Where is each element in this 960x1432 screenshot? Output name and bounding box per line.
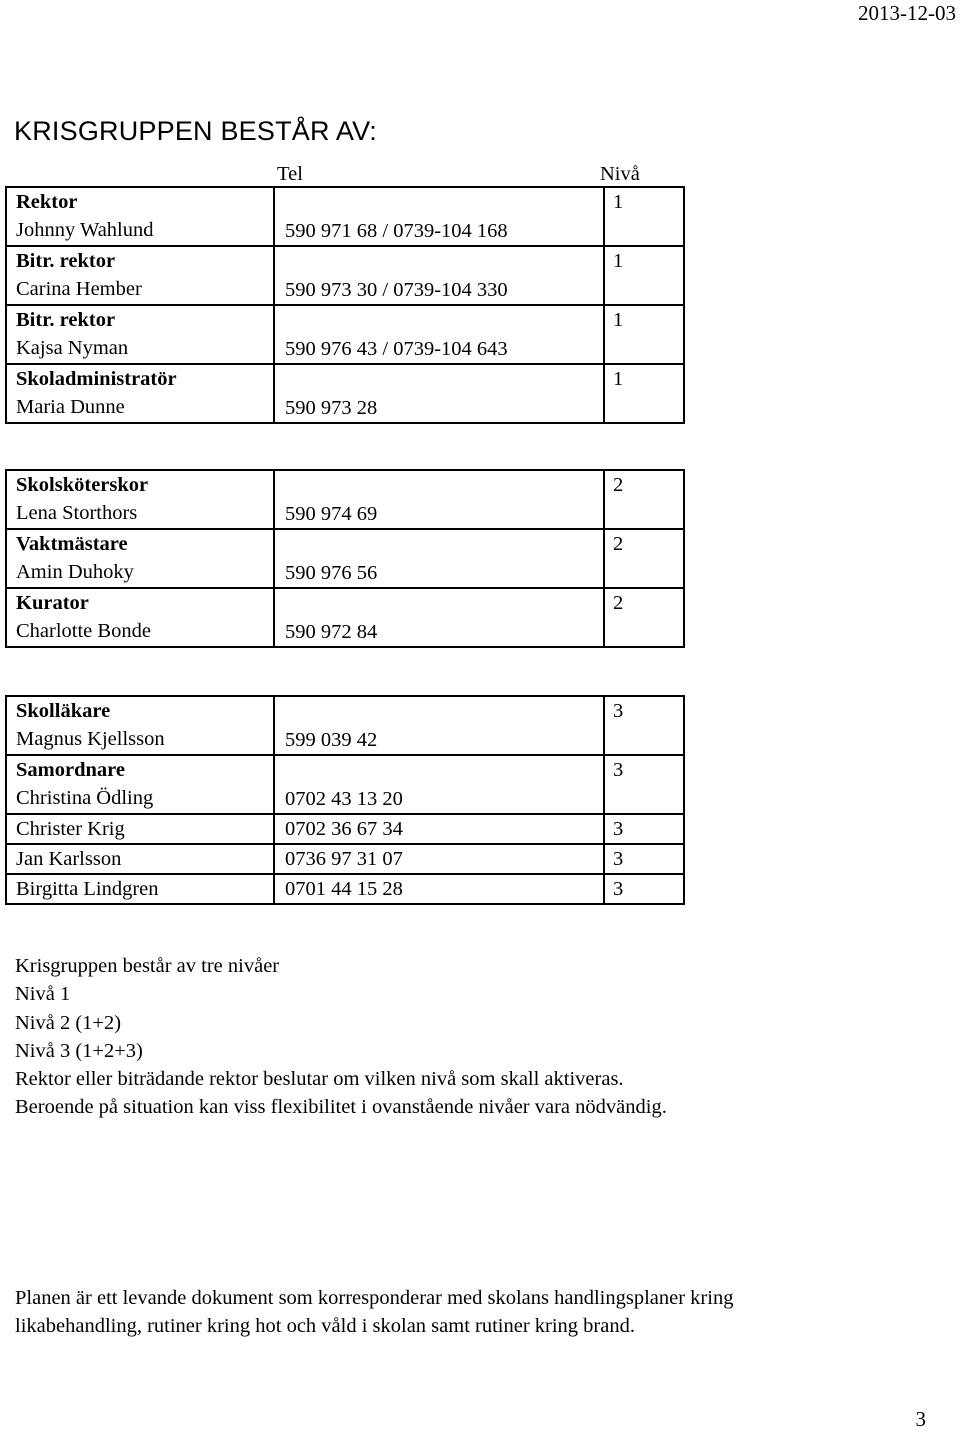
paragraph-line: Beroende på situation kan viss flexibilitet i ovanstående nivåer vara nödvändig. bbox=[15, 1096, 667, 1119]
contact-name: Johnny Wahlund bbox=[16, 219, 154, 241]
contact-role: Samordnare bbox=[16, 759, 125, 781]
table-row bbox=[6, 529, 684, 588]
table-row bbox=[6, 470, 684, 529]
paragraph-line: Rektor eller biträdande rektor beslutar om vilken nivå som skall aktiveras. bbox=[15, 1068, 624, 1091]
table-row bbox=[6, 187, 684, 246]
contact-cell bbox=[6, 364, 274, 423]
contact-level: 1 bbox=[604, 246, 684, 305]
contact-level: 1 bbox=[604, 305, 684, 364]
contact-name: Magnus Kjellsson bbox=[16, 728, 165, 750]
contact-phone: 0736 97 31 07 bbox=[274, 844, 604, 874]
paragraph-line: Krisgruppen består av tre nivåer bbox=[15, 955, 280, 977]
contact-level: 2 bbox=[604, 470, 684, 529]
page-date: 2013-12-03 bbox=[858, 1, 956, 25]
paragraph-line: likabehandling, rutiner kring hot och våld i skolan samt rutiner kring brand. bbox=[15, 1315, 635, 1338]
contact-name: Christina Ödling bbox=[16, 787, 154, 809]
table-row bbox=[6, 696, 684, 755]
contact-phone: 590 971 68 / 0739-104 168 bbox=[274, 187, 604, 246]
table-row bbox=[6, 246, 684, 305]
paragraph-line: Nivå 3 (1+2+3) bbox=[15, 1039, 143, 1062]
contact-phone: 590 976 56 bbox=[274, 529, 604, 588]
contact-level: 2 bbox=[604, 529, 684, 588]
contact-phone: 0702 36 67 34 bbox=[274, 814, 604, 844]
contact-name: Carina Hember bbox=[16, 278, 142, 300]
closing-paragraph bbox=[15, 1284, 733, 1341]
contact-role: Bitr. rektor bbox=[16, 250, 116, 272]
contact-level: 3 bbox=[604, 696, 684, 755]
contact-level: 1 bbox=[604, 364, 684, 423]
contact-phone: 0702 43 13 20 bbox=[274, 755, 604, 814]
contact-level: 3 bbox=[604, 814, 684, 844]
contact-table-level-2 bbox=[5, 469, 685, 648]
table-row bbox=[6, 755, 684, 814]
contact-level: 3 bbox=[604, 844, 684, 874]
contact-name: Jan Karlsson bbox=[6, 844, 274, 874]
contact-name: Kajsa Nyman bbox=[16, 337, 129, 359]
contact-table-level-3 bbox=[5, 695, 685, 905]
contact-cell bbox=[6, 470, 274, 529]
contact-phone: 599 039 42 bbox=[274, 696, 604, 755]
contact-role: Bitr. rektor bbox=[16, 309, 116, 331]
levels-description bbox=[15, 952, 667, 1122]
contact-role: Skoladministratör bbox=[16, 368, 177, 390]
contact-level: 3 bbox=[604, 874, 684, 904]
contact-name: Christer Krig bbox=[6, 814, 274, 844]
contact-cell bbox=[6, 187, 274, 246]
contact-name: Birgitta Lindgren bbox=[6, 874, 274, 904]
column-header-tel: Tel bbox=[277, 163, 303, 185]
page-title: KRISGRUPPEN BESTÅR AV: bbox=[14, 116, 377, 146]
contact-role: Rektor bbox=[16, 191, 78, 213]
contact-role: Skolsköterskor bbox=[16, 474, 149, 496]
contact-role: Vaktmästare bbox=[16, 533, 128, 555]
contact-name: Lena Storthors bbox=[16, 502, 138, 524]
contact-phone: 590 973 30 / 0739-104 330 bbox=[274, 246, 604, 305]
contact-cell bbox=[6, 588, 274, 647]
page-number: 3 bbox=[915, 1407, 926, 1431]
table-row bbox=[6, 588, 684, 647]
contact-phone: 590 976 43 / 0739-104 643 bbox=[274, 305, 604, 364]
paragraph-line: Planen är ett levande dokument som korresponderar med skolans handlingsplaner kring bbox=[15, 1287, 734, 1309]
contact-cell bbox=[6, 755, 274, 814]
contact-table-level-1 bbox=[5, 186, 685, 424]
contact-cell bbox=[6, 305, 274, 364]
contact-phone: 590 974 69 bbox=[274, 470, 604, 529]
column-header-niva: Nivå bbox=[600, 163, 640, 185]
contact-phone: 590 973 28 bbox=[274, 364, 604, 423]
paragraph-line: Nivå 1 bbox=[15, 983, 71, 1006]
contact-phone: 0701 44 15 28 bbox=[274, 874, 604, 904]
contact-level: 2 bbox=[604, 588, 684, 647]
contact-phone: 590 972 84 bbox=[274, 588, 604, 647]
contact-cell bbox=[6, 246, 274, 305]
table-row bbox=[6, 844, 684, 874]
table-row bbox=[6, 305, 684, 364]
contact-role: Skolläkare bbox=[16, 700, 111, 722]
table-row bbox=[6, 364, 684, 423]
contact-role: Kurator bbox=[16, 592, 89, 614]
contact-name: Charlotte Bonde bbox=[16, 620, 151, 642]
contact-name: Maria Dunne bbox=[16, 396, 125, 418]
contact-name: Amin Duhoky bbox=[16, 561, 134, 583]
paragraph-line: Nivå 2 (1+2) bbox=[15, 1011, 122, 1034]
contact-cell bbox=[6, 529, 274, 588]
table-row bbox=[6, 874, 684, 904]
table-row bbox=[6, 814, 684, 844]
contact-cell bbox=[6, 696, 274, 755]
contact-level: 1 bbox=[604, 187, 684, 246]
contact-level: 3 bbox=[604, 755, 684, 814]
